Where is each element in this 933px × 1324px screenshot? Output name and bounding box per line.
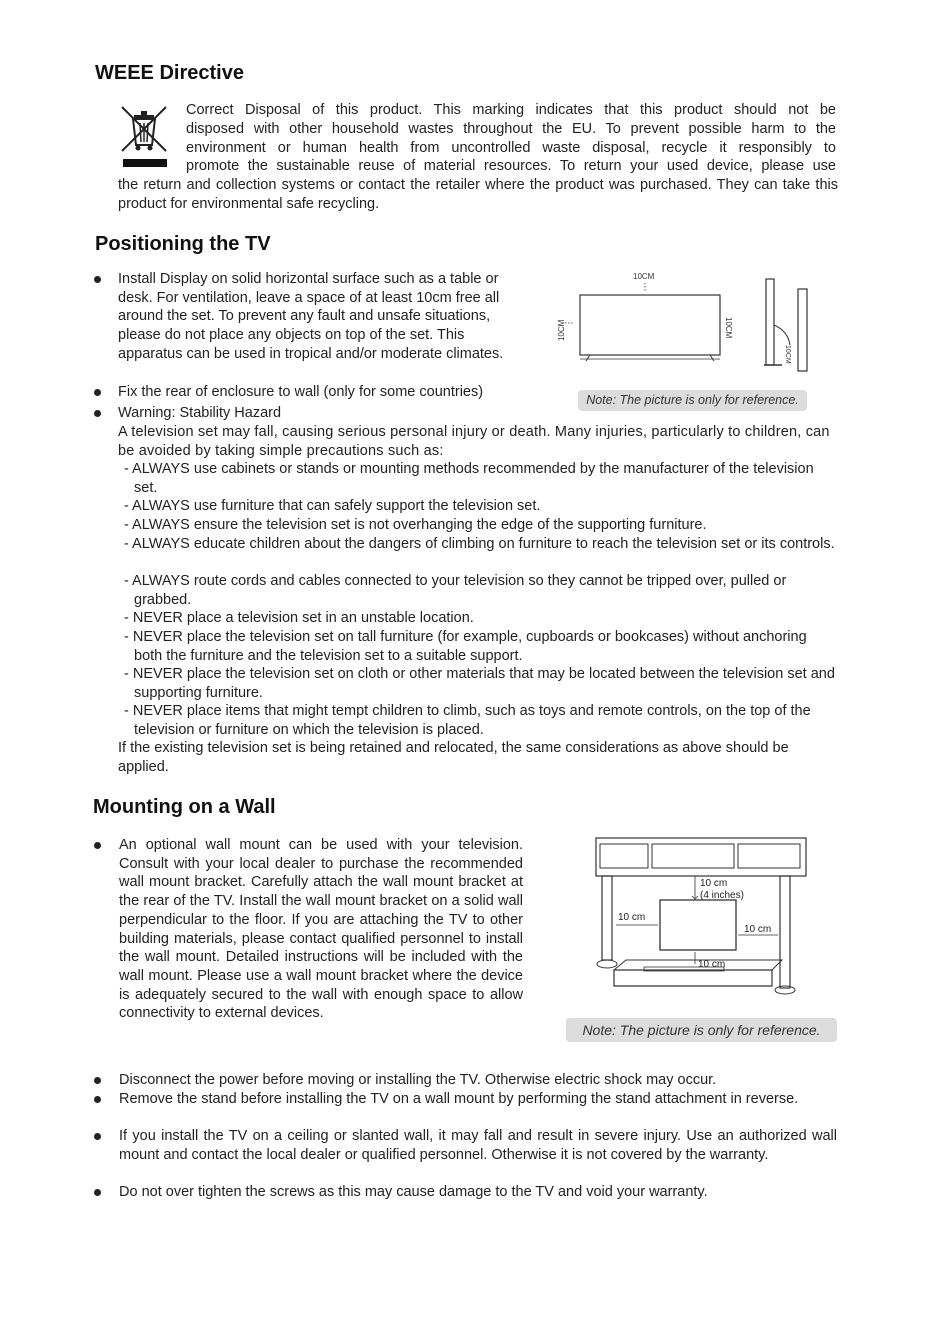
bullet-icon — [94, 1133, 101, 1140]
spacing-label-top: 10CM — [633, 272, 655, 281]
wall-mount-figure — [592, 836, 812, 998]
positioning-heading: Positioning the TV — [95, 233, 271, 255]
weee-tail: the return and collection systems or contact the retailer where the product was purchased. They can take this product for environmental safe recycling. — [118, 177, 838, 212]
wall-mount-intro: An optional wall mount can be used with your television. Consult with your local dealer to purchase the recommended wall mount bracket. Carefully attach the wall mount bracket at the rear of the TV. Install the wall mount bracket on a solid wall perpendicular to the floor. If you are attaching the TV to other building materials, please contact qualified personnel to install the wall mount. Detailed instructions will be included with the wall mount. Please use a wall mount bracket where the device is adequately secured to the wall with enough space to allow connectivity to external devices. — [119, 837, 523, 1022]
top-gap-label: 10 cm — [700, 878, 728, 889]
tv-spacing-figure — [550, 265, 820, 375]
precaution-5: - ALWAYS route cords and cables connected to your television so they cannot be tripped over, pulled or grabbed. — [124, 573, 787, 608]
precaution-9: - NEVER place items that might tempt children to climb, such as toys and remote controls, on the top of the television or furniture on which the television is placed. — [124, 703, 811, 738]
mounting-heading: Mounting on a Wall — [93, 796, 276, 818]
precaution-7: - NEVER place the television set on tall furniture (for example, cupboards or bookcases) without anchoring both the furniture and the television set to a suitable support. — [124, 629, 807, 664]
stability-warning-bullet: Warning: Stability Hazard — [118, 405, 282, 421]
precaution-6: - NEVER place a television set in an unstable location. — [124, 610, 474, 626]
mount-bullet-3: If you install the TV on a ceiling or slanted wall, it may fall and result in severe injury. Use an authorized wall mount and contact the local dealer or qualified personnel. Otherwise it is not covered by the warranty. — [119, 1128, 837, 1163]
speaker-right — [780, 876, 790, 988]
precaution-2: - ALWAYS use furniture that can safely support the television set. — [124, 498, 541, 514]
precaution-4: - ALWAYS educate children about the dangers of climbing on furniture to reach the television set or its controls. — [124, 536, 835, 552]
bullet-icon — [94, 842, 101, 849]
bullet-icon — [94, 410, 101, 417]
weee-line-2: disposed with other household wastes throughout the EU. To prevent possible harm to the — [186, 121, 836, 137]
bullet-icon — [94, 389, 101, 396]
speaker-left — [602, 876, 612, 960]
precaution-3: - ALWAYS ensure the television set is not overhanging the edge of the supporting furniture. — [124, 517, 707, 533]
spacing-label-rear: 10CM — [784, 345, 791, 364]
tv-side-outline — [766, 279, 774, 365]
hazard-intro: A television set may fall, causing serious personal injury or death. Many injuries, particularly to children, can be avoided by taking simple precautions such as: — [118, 424, 830, 459]
right-gap-label: 10 cm — [744, 924, 772, 935]
bullet-icon — [94, 1077, 101, 1084]
weee-line-1: Correct Disposal of this product. This marking indicates that this product should not be — [186, 102, 836, 118]
install-bullet: Install Display on solid horizontal surface such as a table or desk. For ventilation, leave a space of at least 10cm free all around the set. To prevent any fault and unsafe situations, please do not place any objects on top of the set. This apparatus can be used in tropical and/or moderate climates. — [118, 271, 504, 362]
positioning-figure-note: Note: The picture is only for reference. — [578, 390, 807, 411]
bullet-icon — [94, 1189, 101, 1196]
mounting-figure-note: Note: The picture is only for reference. — [566, 1018, 837, 1042]
spacing-label-left: 10CM — [557, 319, 566, 341]
bullet-icon — [94, 276, 101, 283]
mount-bullet-1: Disconnect the power before moving or installing the TV. Otherwise electric shock may occur. — [119, 1072, 717, 1088]
tv-on-wall — [660, 900, 736, 950]
crossed-bin-icon — [118, 103, 170, 169]
weee-line-3: environment or human health from uncontrolled waste disposal, recycle it responsibly to — [186, 140, 836, 156]
left-gap-label: 10 cm — [618, 912, 646, 923]
tv-cabinet — [614, 970, 772, 986]
bottom-gap-label: 10 cm — [698, 959, 726, 970]
spacing-label-right: 10CM — [724, 317, 733, 339]
wall-outline — [798, 289, 807, 371]
weee-line-4: promote the sustainable reuse of material resources. To return your used device, please use — [186, 158, 836, 174]
weee-heading: WEEE Directive — [95, 62, 244, 84]
relocation-note: If the existing television set is being retained and relocated, the same considerations as above should be applied. — [118, 740, 789, 775]
bullet-icon — [94, 1096, 101, 1103]
precaution-8: - NEVER place the television set on cloth or other materials that may be located between the television set and supporting furniture. — [124, 666, 835, 701]
mount-bullet-2: Remove the stand before installing the TV on a wall mount by performing the stand attachment in reverse. — [119, 1091, 799, 1107]
precaution-1: - ALWAYS use cabinets or stands or mounting methods recommended by the manufacturer of the television set. — [124, 461, 814, 496]
tv-front-outline — [580, 295, 720, 355]
top-gap-label-inches: (4 inches) — [700, 890, 744, 901]
fix-rear-bullet: Fix the rear of enclosure to wall (only for some countries) — [118, 384, 484, 400]
mount-bullet-4: Do not over tighten the screws as this may cause damage to the TV and void your warranty. — [119, 1184, 708, 1200]
